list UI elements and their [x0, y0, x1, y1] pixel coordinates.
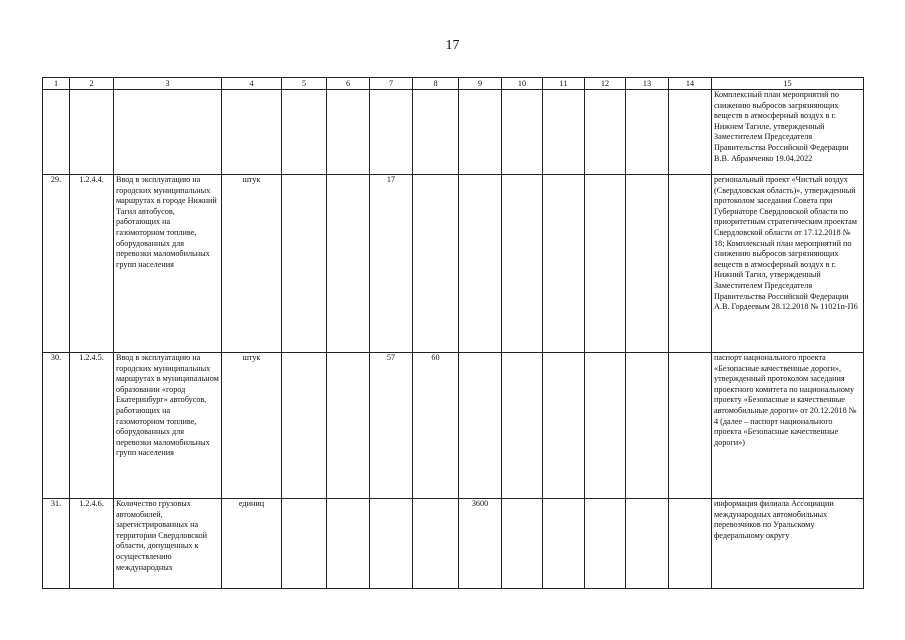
value-cell: 17 — [370, 175, 413, 353]
value-cell — [413, 175, 459, 353]
col-header: 1 — [43, 78, 70, 90]
col-header: 10 — [502, 78, 543, 90]
table-row — [43, 499, 864, 589]
value-cell — [327, 175, 370, 353]
row-name: Количество грузовых автомобилей, зарегистрированных на территории Свердловской области, допущенных к осуществлению международных — [114, 499, 222, 589]
value-cell — [543, 175, 585, 353]
row-code: 1.2.4.6. — [70, 499, 114, 589]
value-cell — [282, 499, 327, 589]
row-unit: штук — [222, 175, 282, 353]
value-cell — [502, 175, 543, 353]
row-number: 31. — [43, 499, 70, 589]
value-cell — [543, 499, 585, 589]
col-header: 3 — [114, 78, 222, 90]
value-cell — [543, 353, 585, 499]
row-name: Ввод в эксплуатацию на городских муниципальных маршрутах в городе Нижний Тагил автобусов, работающих на газомоторном топливе, оборудованных для перевозки маломобильных групп населения — [114, 175, 222, 353]
col-header: 11 — [543, 78, 585, 90]
value-cell — [626, 499, 669, 589]
col-header: 8 — [413, 78, 459, 90]
value-cell — [282, 353, 327, 499]
table-row — [43, 175, 864, 353]
value-cell — [327, 353, 370, 499]
value-cell — [282, 175, 327, 353]
value-cell — [585, 353, 626, 499]
col-header: 7 — [370, 78, 413, 90]
col-header: 6 — [327, 78, 370, 90]
value-cell — [585, 175, 626, 353]
table-row-continuation — [43, 90, 864, 175]
row-name: Ввод в эксплуатацию на городских муниципальных маршрутах в муниципальном образовании «город Екатеринбург» автобусов, работающих на газомоторном топливе, оборудованных для перевозки маломобильных групп населения — [114, 353, 222, 499]
value-cell — [669, 175, 712, 353]
value-cell — [459, 175, 502, 353]
value-cell — [459, 353, 502, 499]
col-header: 14 — [669, 78, 712, 90]
value-cell — [669, 353, 712, 499]
col-header: 12 — [585, 78, 626, 90]
col-header: 5 — [282, 78, 327, 90]
value-cell — [413, 499, 459, 589]
row-code: 1.2.4.5. — [70, 353, 114, 499]
col-header: 4 — [222, 78, 282, 90]
value-cell — [626, 353, 669, 499]
value-cell — [626, 175, 669, 353]
basis-cell: региональный проект «Чистый воздух (Свердловская область)», утвержденный протоколом заседания Совета при Губернаторе Свердловской области по приоритетным стратегическим проектам Свердловской области от 17.12.2018 № 18; Комплексный план мероприятий по снижению выбросов загрязняющих веществ в атмосферный воздух в г. Нижний Тагил, утвержденный Заместителем Председателя Правительства Российской Федерации А.В. Гордеевым 28.12.2018 № 11021п-П6 — [712, 175, 864, 353]
col-header: 15 — [712, 78, 864, 90]
row-number: 29. — [43, 175, 70, 353]
col-header: 2 — [70, 78, 114, 90]
value-cell — [669, 499, 712, 589]
row-unit: штук — [222, 353, 282, 499]
value-cell: 57 — [370, 353, 413, 499]
value-cell — [585, 499, 626, 589]
value-cell — [370, 499, 413, 589]
page-number: 17 — [445, 38, 460, 53]
value-cell: 60 — [413, 353, 459, 499]
col-header: 9 — [459, 78, 502, 90]
data-table — [42, 77, 864, 589]
table-row — [43, 353, 864, 499]
row-number: 30. — [43, 353, 70, 499]
col-header: 13 — [626, 78, 669, 90]
row-code: 1.2.4.4. — [70, 175, 114, 353]
value-cell: 3600 — [459, 499, 502, 589]
basis-cell: информация филиала Ассоциации международных автомобильных перевозчиков по Уральскому федеральному округу — [712, 499, 864, 589]
value-cell — [502, 353, 543, 499]
value-cell — [502, 499, 543, 589]
value-cell — [327, 499, 370, 589]
basis-cell: Комплексный план мероприятий по снижению выбросов загрязняющих веществ в атмосферный воздух в г. Нижнем Тагиле, утвержденный Заместителем Председателя Правительства Российской Федерации В.В. Абрамченко 19.04.2022 — [712, 90, 864, 175]
row-unit: единиц — [222, 499, 282, 589]
header-row — [43, 78, 864, 90]
basis-cell: паспорт национального проекта «Безопасные качественные дороги», утвержденный протоколом заседания проектного комитета по национальному проекту «Безопасные и качественные автомобильные дороги» от 20.12.2018 № 4 (далее – паспорт национального проекта «Безопасные качественные дороги») — [712, 353, 864, 499]
